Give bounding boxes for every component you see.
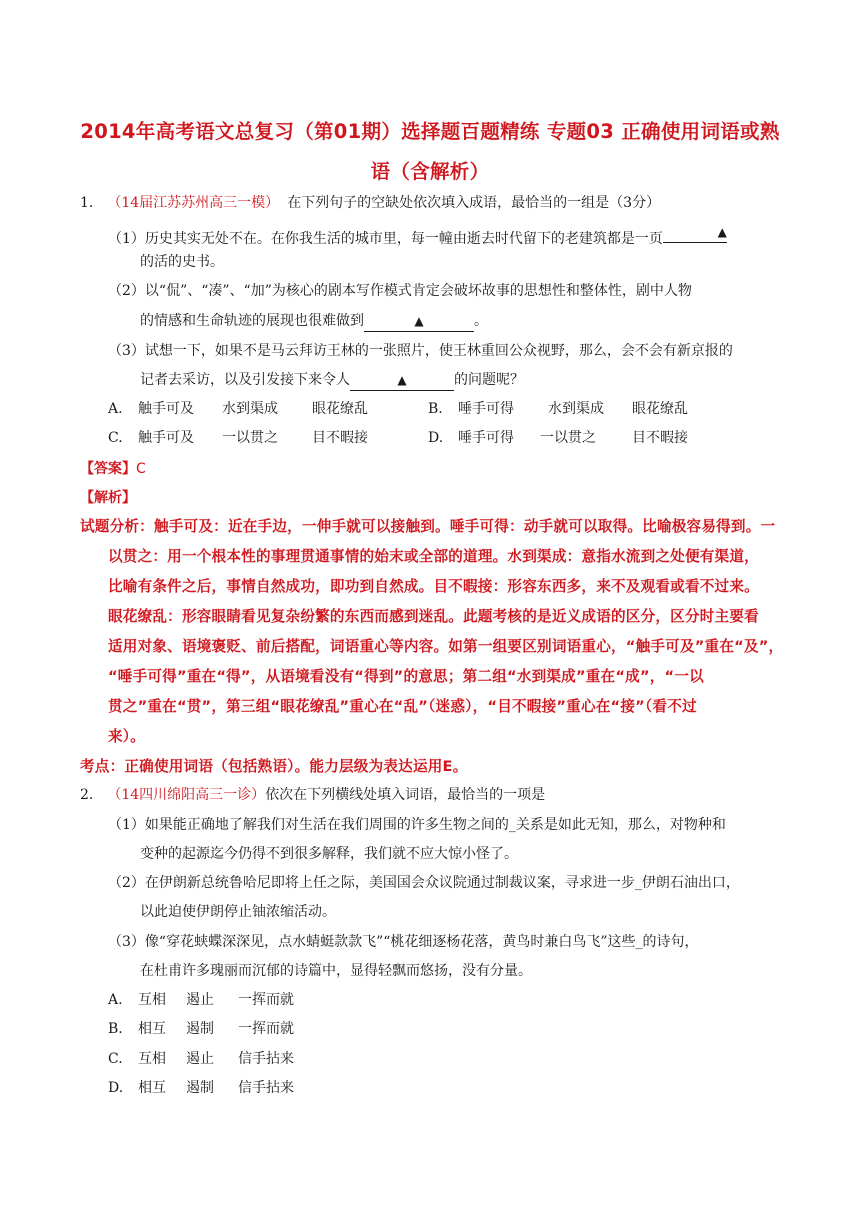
question-number: 1.: [80, 195, 94, 211]
analysis-line: 来）。: [108, 728, 146, 745]
question-number: 2.: [80, 787, 94, 803]
question-source: （14四川绵阳高三一诊）: [107, 787, 266, 803]
q2-option-b: B. 相互 遏制 一挥而就: [108, 1021, 294, 1037]
q1-sentence-3-cont: 记者去采访，以及引发接下来令人 ▲ 的问题呢？: [140, 370, 524, 391]
kaodian-line: 考点：正确使用词语（包括熟语）。能力层级为表达运用E。: [80, 758, 468, 775]
document-title-line-1: 2014年高考语文总复习（第01期）选择题百题精练 专题03 正确使用词语或熟: [80, 120, 780, 143]
q1-sentence-3: （3）试想一下，如果不是马云拜访王林的一张照片，使王林重回公众视野，那么，会不会有新京报的: [108, 343, 733, 359]
analysis-line: 以贯之：用一个根本性的事理贯通事情的始末或全部的道理。水到渠成：意指水流到之处便有渠道，: [108, 548, 759, 565]
analysis-line: 眼花缭乱：形容眼睛看见复杂纷繁的东西而感到迷乱。此题考核的是近义成语的区分，区分时主要看: [108, 608, 759, 625]
analysis-label: 【解析】: [80, 490, 136, 506]
question-source: （14届江苏苏州高三一模）: [107, 195, 280, 211]
analysis-line: “唾手可得”重在“得”，从语境看没有“得到”的意思；第二组“水到渠成”重在“成”，“一以: [108, 668, 704, 685]
q2-sentence-1-cont: 变种的起源迄今仍得不到很多解释，我们就不应大惊小怪了。: [140, 846, 518, 862]
q2-sentence-1: （1）如果能正确地了解我们对生活在我们周围的许多生物之间的_关系是如此无知，那么，对物种和: [108, 817, 726, 833]
question-1-header: [80, 193, 660, 213]
answer-blank: ▲: [364, 311, 474, 332]
q1-sentence-2: （2）以“侃”、“凑”、“加”为核心的剧本写作模式肯定会破坏故事的思想性和整体性，剧中人物: [108, 283, 692, 299]
q1-sentence-1-cont: 的活的史书。: [140, 254, 224, 270]
question-stem: 在下列句子的空缺处依次填入成语，最恰当的一组是（3分）: [287, 195, 661, 211]
q1-sentence-1: （1）历史其实无处不在。在你我生活的城市里，每一幢由逝去时代留下的老建筑都是一页 ▲: [108, 222, 727, 249]
analysis-line: 适用对象、语境褒贬、前后搭配，词语重心等内容。如第一组要区别词语重心，“触手可及”重在“及”，: [108, 638, 784, 655]
answer-blank: ▲: [350, 370, 454, 391]
analysis-line: 试题分析：触手可及：近在手边，一伸手就可以接触到。唾手可得：动手就可以取得。比喻极容易得到。一: [80, 518, 776, 535]
q2-option-a: A. 互相 遏止 一挥而就: [108, 992, 294, 1008]
q2-sentence-2-cont: 以此迫使伊朗停止铀浓缩活动。: [140, 904, 336, 920]
q1-sentence-2-cont: 的情感和生命轨迹的展现也很难做到 ▲ 。: [140, 311, 488, 332]
q2-sentence-3: （3）像“穿花蛱蝶深深见，点水蜻蜓款款飞”“桃花细逐杨花落，黄鸟时兼白鸟飞”这些_的诗句，: [108, 934, 699, 950]
q1-option-a: A. 触手可及 水到渠成 眼花缭乱: [108, 401, 368, 417]
q2-option-c: C. 互相 遏止 信手拈来: [108, 1051, 294, 1067]
document-title-line-2: 语（含解析）: [370, 160, 490, 183]
answer-blank: ▲: [663, 222, 727, 243]
answer-value: C: [136, 461, 146, 477]
q2-sentence-3-cont: 在杜甫许多瑰丽而沉郁的诗篇中，显得轻飘而悠扬，没有分量。: [140, 963, 532, 979]
q1-option-b: B. 唾手可得 水到渠成 眼花缭乱: [428, 401, 688, 417]
analysis-line: 贯之”重在“贯”，第三组“眼花缭乱”重心在“乱”（迷惑），“目不暇接”重心在“接”（看不过: [108, 698, 697, 715]
q1-option-d: D. 唾手可得 一以贯之 目不暇接: [428, 430, 688, 446]
q2-option-d: D. 相互 遏制 信手拈来: [108, 1080, 294, 1096]
q2-sentence-2: （2）在伊朗新总统鲁哈尼即将上任之际，美国国会众议院通过制裁议案，寻求进一步_伊朗石油出口，: [108, 875, 740, 891]
answer-line: [80, 458, 146, 478]
q1-option-c: C. 触手可及 一以贯之 目不暇接: [108, 430, 368, 446]
question-2-header: [80, 785, 545, 805]
answer-label: 【答案】: [80, 461, 136, 477]
question-stem: 依次在下列横线处填入词语，最恰当的一项是: [265, 787, 546, 803]
analysis-line: 比喻有条件之后，事情自然成功，即功到自然成。目不暇接：形容东西多，来不及观看或看不过来。: [108, 578, 759, 595]
